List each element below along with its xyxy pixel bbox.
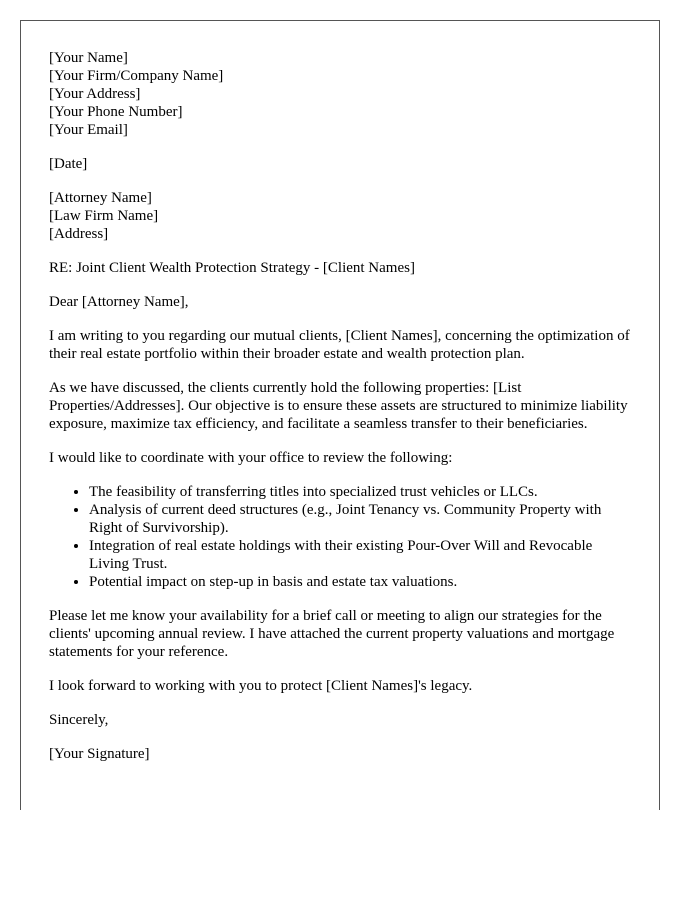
- signoff: Sincerely,: [49, 712, 109, 728]
- closing-paragraph: I look forward to working with you to protect [Client Names]'s legacy.: [49, 678, 473, 694]
- sender-address: [Your Address]: [49, 86, 141, 102]
- sender-block: [49, 49, 631, 139]
- subject-line: RE: Joint Client Wealth Protection Strategy - [Client Names]: [49, 260, 415, 276]
- recipient-name: [Attorney Name]: [49, 190, 152, 206]
- intro-paragraph: I am writing to you regarding our mutual clients, [Client Names], concerning the optimization of their real estate portfolio within their broader estate and wealth protection plan.: [49, 328, 630, 362]
- list-item: • Potential impact on step-up in basis and estate tax valuations.: [89, 573, 631, 591]
- recipient-address: [Address]: [49, 226, 109, 242]
- review-items-list: [49, 483, 631, 591]
- salutation: Dear [Attorney Name],: [49, 294, 189, 310]
- letter-page: [20, 20, 660, 810]
- list-item: • Analysis of current deed structures (e.g., Joint Tenancy vs. Community Property with Right of Survivorship).: [89, 501, 631, 537]
- sender-firm: [Your Firm/Company Name]: [49, 68, 224, 84]
- properties-paragraph: As we have discussed, the clients currently hold the following properties: [List Properties/Addresses]. Our objective is to ensure these assets are structured to minimize liability exposure, maximize tax efficiency, and facilitate a seamless transfer to their beneficiaries.: [49, 380, 628, 432]
- sender-email: [Your Email]: [49, 122, 128, 138]
- availability-paragraph: Please let me know your availability for a brief call or meeting to align our strategies for the clients' upcoming annual review. I have attached the current property valuations and mortgage statements for your reference.: [49, 608, 615, 660]
- recipient-block: [49, 189, 631, 243]
- list-item: • The feasibility of transferring titles into specialized trust vehicles or LLCs.: [89, 483, 631, 501]
- list-item: • Integration of real estate holdings with their existing Pour-Over Will and Revocable Living Trust.: [89, 537, 631, 573]
- letter-date: [Date]: [49, 156, 88, 172]
- sender-name: [Your Name]: [49, 50, 128, 66]
- recipient-firm: [Law Firm Name]: [49, 208, 159, 224]
- signature: [Your Signature]: [49, 746, 150, 762]
- coordinate-paragraph: I would like to coordinate with your office to review the following:: [49, 450, 453, 466]
- sender-phone: [Your Phone Number]: [49, 104, 183, 120]
